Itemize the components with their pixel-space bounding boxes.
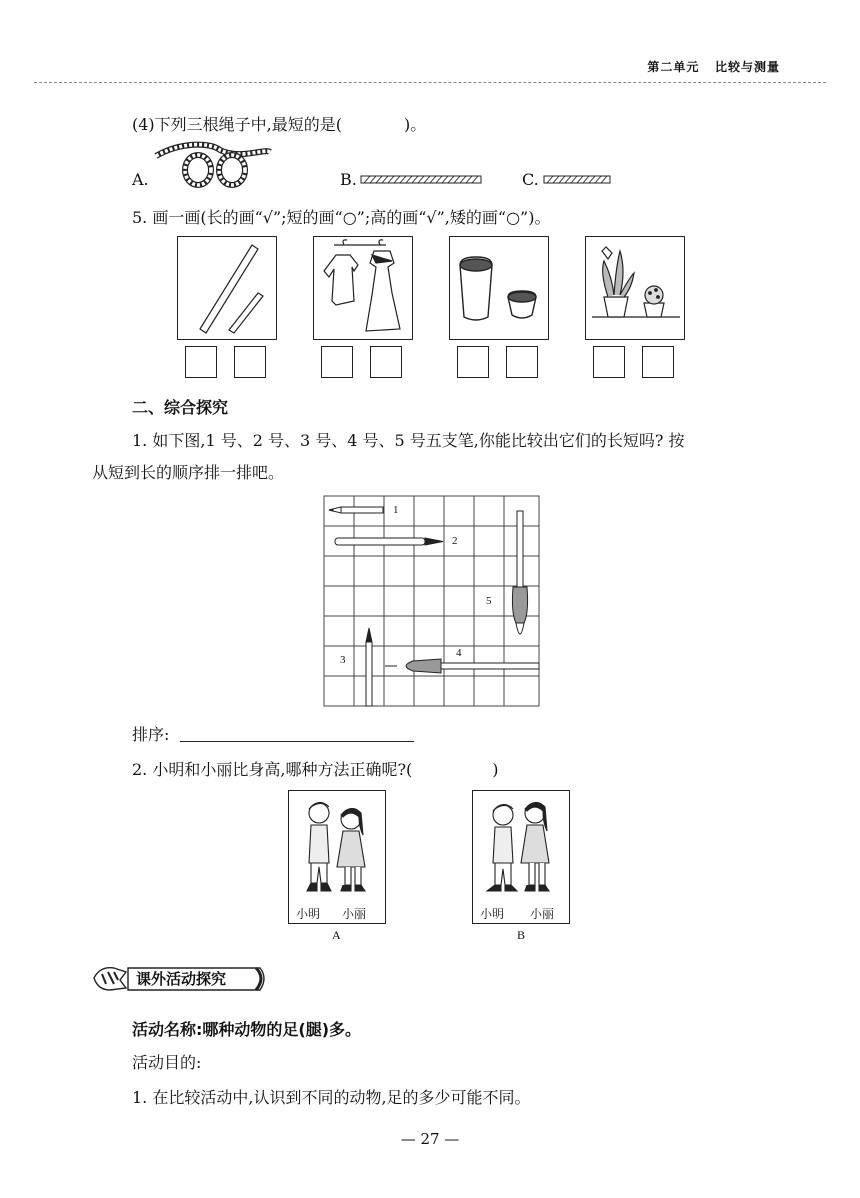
answer-box-dress-short[interactable] bbox=[321, 346, 353, 378]
pen-1 bbox=[329, 507, 383, 513]
fig-a-name-ming: 小明 bbox=[296, 907, 321, 921]
answer-box-dress-long[interactable] bbox=[370, 346, 402, 378]
rope-c-straight bbox=[543, 174, 613, 186]
pen-label-2: 2 bbox=[452, 535, 458, 547]
fig-a-name-li: 小丽 bbox=[342, 907, 367, 921]
picture-dresses bbox=[313, 236, 413, 340]
banner-title: 课外活动探究 bbox=[136, 970, 227, 988]
q4-stem-text: (4)下列三根绳子中,最短的是( bbox=[132, 115, 342, 134]
fig-b-label: B bbox=[517, 928, 526, 942]
page-header bbox=[0, 58, 780, 75]
unit-label: 第二单元 bbox=[647, 60, 700, 74]
s2-q1-line1: 1. 如下图,1 号、2 号、3 号、4 号、5 号五支笔,你能比较出它们的长短吗? 按 bbox=[132, 431, 685, 450]
pen-2 bbox=[335, 538, 443, 545]
pen-label-3: 3 bbox=[340, 654, 346, 666]
sort-answer-line[interactable] bbox=[180, 741, 414, 742]
q4-close: )。 bbox=[404, 115, 427, 134]
pen-label-1: 1 bbox=[393, 504, 399, 516]
sticks-drawing bbox=[178, 237, 276, 339]
figure-a-drawing bbox=[289, 791, 385, 923]
activity-goal-label: 活动目的: bbox=[132, 1053, 202, 1072]
fig-b-name-li: 小丽 bbox=[530, 907, 555, 921]
plants-drawing bbox=[586, 237, 684, 339]
activity-name: 活动名称:哪种动物的足(腿)多。 bbox=[132, 1020, 362, 1039]
vases-drawing bbox=[450, 237, 548, 339]
q4-option-c-label: C. bbox=[522, 170, 539, 189]
topic-label: 比较与测量 bbox=[714, 60, 780, 74]
q4-stem bbox=[132, 112, 426, 135]
q4-option-b-label: B. bbox=[340, 170, 357, 189]
sort-label: 排序: bbox=[132, 725, 170, 744]
answer-box-sticks-short[interactable] bbox=[234, 346, 266, 378]
s2-q2-stem bbox=[132, 757, 499, 780]
dresses-drawing bbox=[314, 237, 412, 339]
pen-3 bbox=[366, 628, 372, 706]
fig-b-name-ming: 小明 bbox=[480, 907, 505, 921]
picture-vases bbox=[449, 236, 549, 340]
pen-4 bbox=[385, 659, 539, 673]
pen-label-4: 4 bbox=[456, 647, 462, 659]
section-title: 二、综合探究 bbox=[132, 398, 229, 417]
answer-box-vase-short[interactable] bbox=[506, 346, 538, 378]
picture-plants bbox=[585, 236, 685, 340]
answer-box-sticks-long[interactable] bbox=[185, 346, 217, 378]
fig-a-label: A bbox=[332, 928, 341, 942]
s2-q1-line2: 从短到长的顺序排一排吧。 bbox=[92, 463, 285, 482]
rope-a-coiled bbox=[150, 140, 275, 190]
header-divider bbox=[34, 82, 826, 83]
answer-box-plant-short[interactable] bbox=[642, 346, 674, 378]
pen-grid bbox=[323, 495, 541, 709]
figure-b bbox=[472, 790, 570, 924]
page-number: — 27 — bbox=[400, 1130, 460, 1148]
rope-b-straight bbox=[360, 174, 484, 186]
figure-b-drawing bbox=[473, 791, 569, 923]
s2-q2-close: ) bbox=[492, 760, 499, 779]
q4-option-a-label: A. bbox=[132, 170, 149, 189]
answer-box-vase-tall[interactable] bbox=[457, 346, 489, 378]
pen-5 bbox=[512, 511, 527, 634]
answer-box-plant-tall[interactable] bbox=[593, 346, 625, 378]
activity-goal-1: 1. 在比较活动中,认识到不同的动物,足的多少可能不同。 bbox=[132, 1088, 531, 1107]
pen-label-5: 5 bbox=[486, 595, 492, 607]
q5-stem: 5. 画一画(长的画“√”;短的画“○”;高的画“√”,矮的画“○”)。 bbox=[132, 208, 551, 227]
picture-sticks bbox=[177, 236, 277, 340]
figure-a bbox=[288, 790, 386, 924]
s2-q2-stem-text: 2. 小明和小丽比身高,哪种方法正确呢?( bbox=[132, 760, 413, 779]
